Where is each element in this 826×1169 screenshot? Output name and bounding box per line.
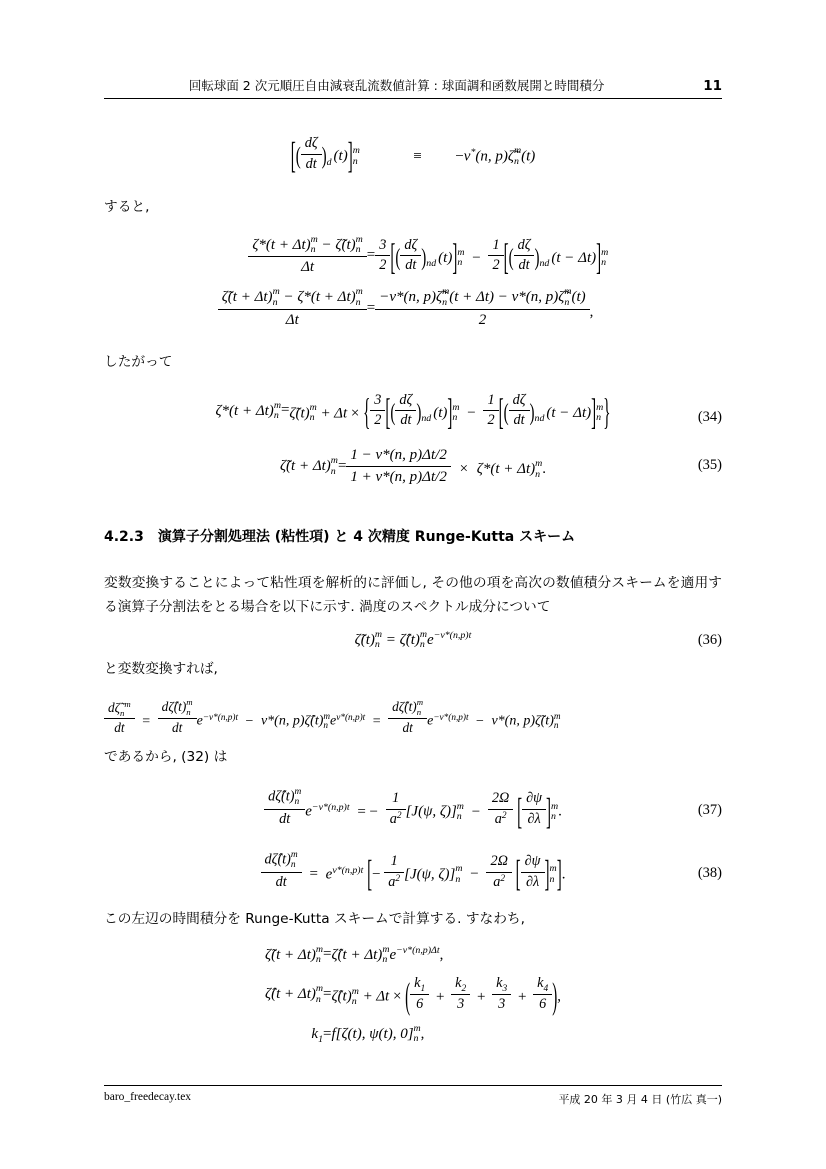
subsection-title: 演算子分割処理法 (粘性項) と 4 次精度 Runge-Kutta スキーム xyxy=(157,528,576,545)
subsection-number: 4.2.3 xyxy=(104,528,144,545)
equation-number-34: (34) xyxy=(697,408,722,425)
footer-filename: baro_freedecay.tex xyxy=(104,1091,192,1103)
paragraph-1: 変数変換することによって粘性項を解析的に評価し, その他の項を高次の数値積分スキームを適用する演算子分割法をとる場合を以下に示す. 渦度のスペクトル成分について xyxy=(104,574,722,615)
equation-36-block: ζ̃(t) m n = ζ̂(t) m n e−ν*(n,p)t (36) xyxy=(354,628,722,651)
paragraph-shitagatte: したがって xyxy=(104,353,173,370)
equation-34-35-block: ζ*(t + Δt) m n = ζ̃(t) m n + Δt × { $\frac{3}{2}$ [( $\frac{d\zeta}{dt}$ )nd (t)] m n − $\frac{1}{2}$ [( $\frac{d\zeta}{dt}$ )nd (t − Δt)] m n } (34) xyxy=(215,391,722,434)
page-number: 11 xyxy=(703,78,722,94)
equation-derivative-chain: $\frac{d\zetãnm}{dt}$ = dζ̂(t) m n dt e−ν*(n,p)t − ν*(n, p)ζ̂(t) m n eν*(n,p)t = dζ̂(t) m n dt e−ν*(n,p)t − ν*(n, p)ζ̃(t) m n xyxy=(104,698,722,736)
equation-38-block: dζ̂(t) m n dt = eν*(n,p)t [− $\frac{1}{a2}$ [J(ψ, ζ)] m n − $\frac{2\Omega}{a2}$ [ $\frac{\partial\psi}{\partial\lambda}$ ] m n ]. (38) xyxy=(104,851,722,892)
equation-group-runge-kutta: ζ̃(t + Δt) m n = ζ̂(t + Δt) m n e−ν*(n,p)Δt, ζ̂(t + Δt) m n = ζ̂(t) m n + Δt × ( $\frac{k1}{6}$ + $\frac{k2}{3}$ + $\frac{k3}{3}$ + $\frac{k4}{6}$ ), k1 = f[ζ(t), ψ(t), 0] m n , xyxy=(265,943,561,1045)
equation-number-38: (38) xyxy=(697,865,722,882)
running-head xyxy=(104,76,722,99)
paragraph-4: この左辺の時間積分を Runge-Kutta スキームで計算する. すなわち, xyxy=(104,910,525,927)
paragraph-suruto: すると, xyxy=(104,198,150,215)
equation-number-37: (37) xyxy=(697,802,722,819)
equation-35-block: ζ̃(t + Δt) m n = $\frac{1 - \nu*(n, p)\Delta t/2}{1 + \nu*(n, p)\Delta t/2}$ × ζ*(t + Δt) m n . (35) xyxy=(279,447,722,485)
page-footer xyxy=(104,1085,722,1107)
equation-37-block: dζ̂(t) m n dt e−ν*(n,p)t = − $\frac{1}{a2}$ [J(ψ, ζ)] m n − $\frac{2\Omega}{a2}$ [ $\frac{\partial\psi}{\partial\lambda}$ ] m n . (37) xyxy=(104,788,722,829)
page-content xyxy=(104,76,722,1050)
paragraph-2: と変数変換すれば, xyxy=(104,661,218,678)
subsection-heading xyxy=(104,526,722,546)
equation-group-predictor: ζ*(t + Δt) m n − ζ̃(t) m n Δt = $\frac{3}{2}$ [( $\frac{d\zeta}{dt}$ )nd (t)] m n − $\frac{1}{2}$ [( $\frac{d\zeta}{dt}$ )nd (t − Δt)] m n ζ̃(t + Δt) m n − ζ*(t + Δt) m n Δt = −ν*(n, p)ζ̃ m n (t + Δt) − ν*(n, p)ζ̃ m n (t) 2 , xyxy=(218,230,609,335)
footer-date: 平成 20 年 3 月 4 日 (竹広 真一) xyxy=(558,1093,722,1106)
paragraph-3: であるから, (32) は xyxy=(104,749,228,766)
equation-number-35: (35) xyxy=(697,457,722,474)
equation-top: [( $\frac{d\zeta}{dt}$ )d (t)] m n ≡ −ν*(n, p)ζ̃ m n (t) xyxy=(290,135,536,178)
equation-number-36: (36) xyxy=(697,631,722,648)
running-head-title: 回転球面 2 次元順圧自由減衰乱流数値計算 : 球面調和函数展開と時間積分 xyxy=(188,78,605,93)
